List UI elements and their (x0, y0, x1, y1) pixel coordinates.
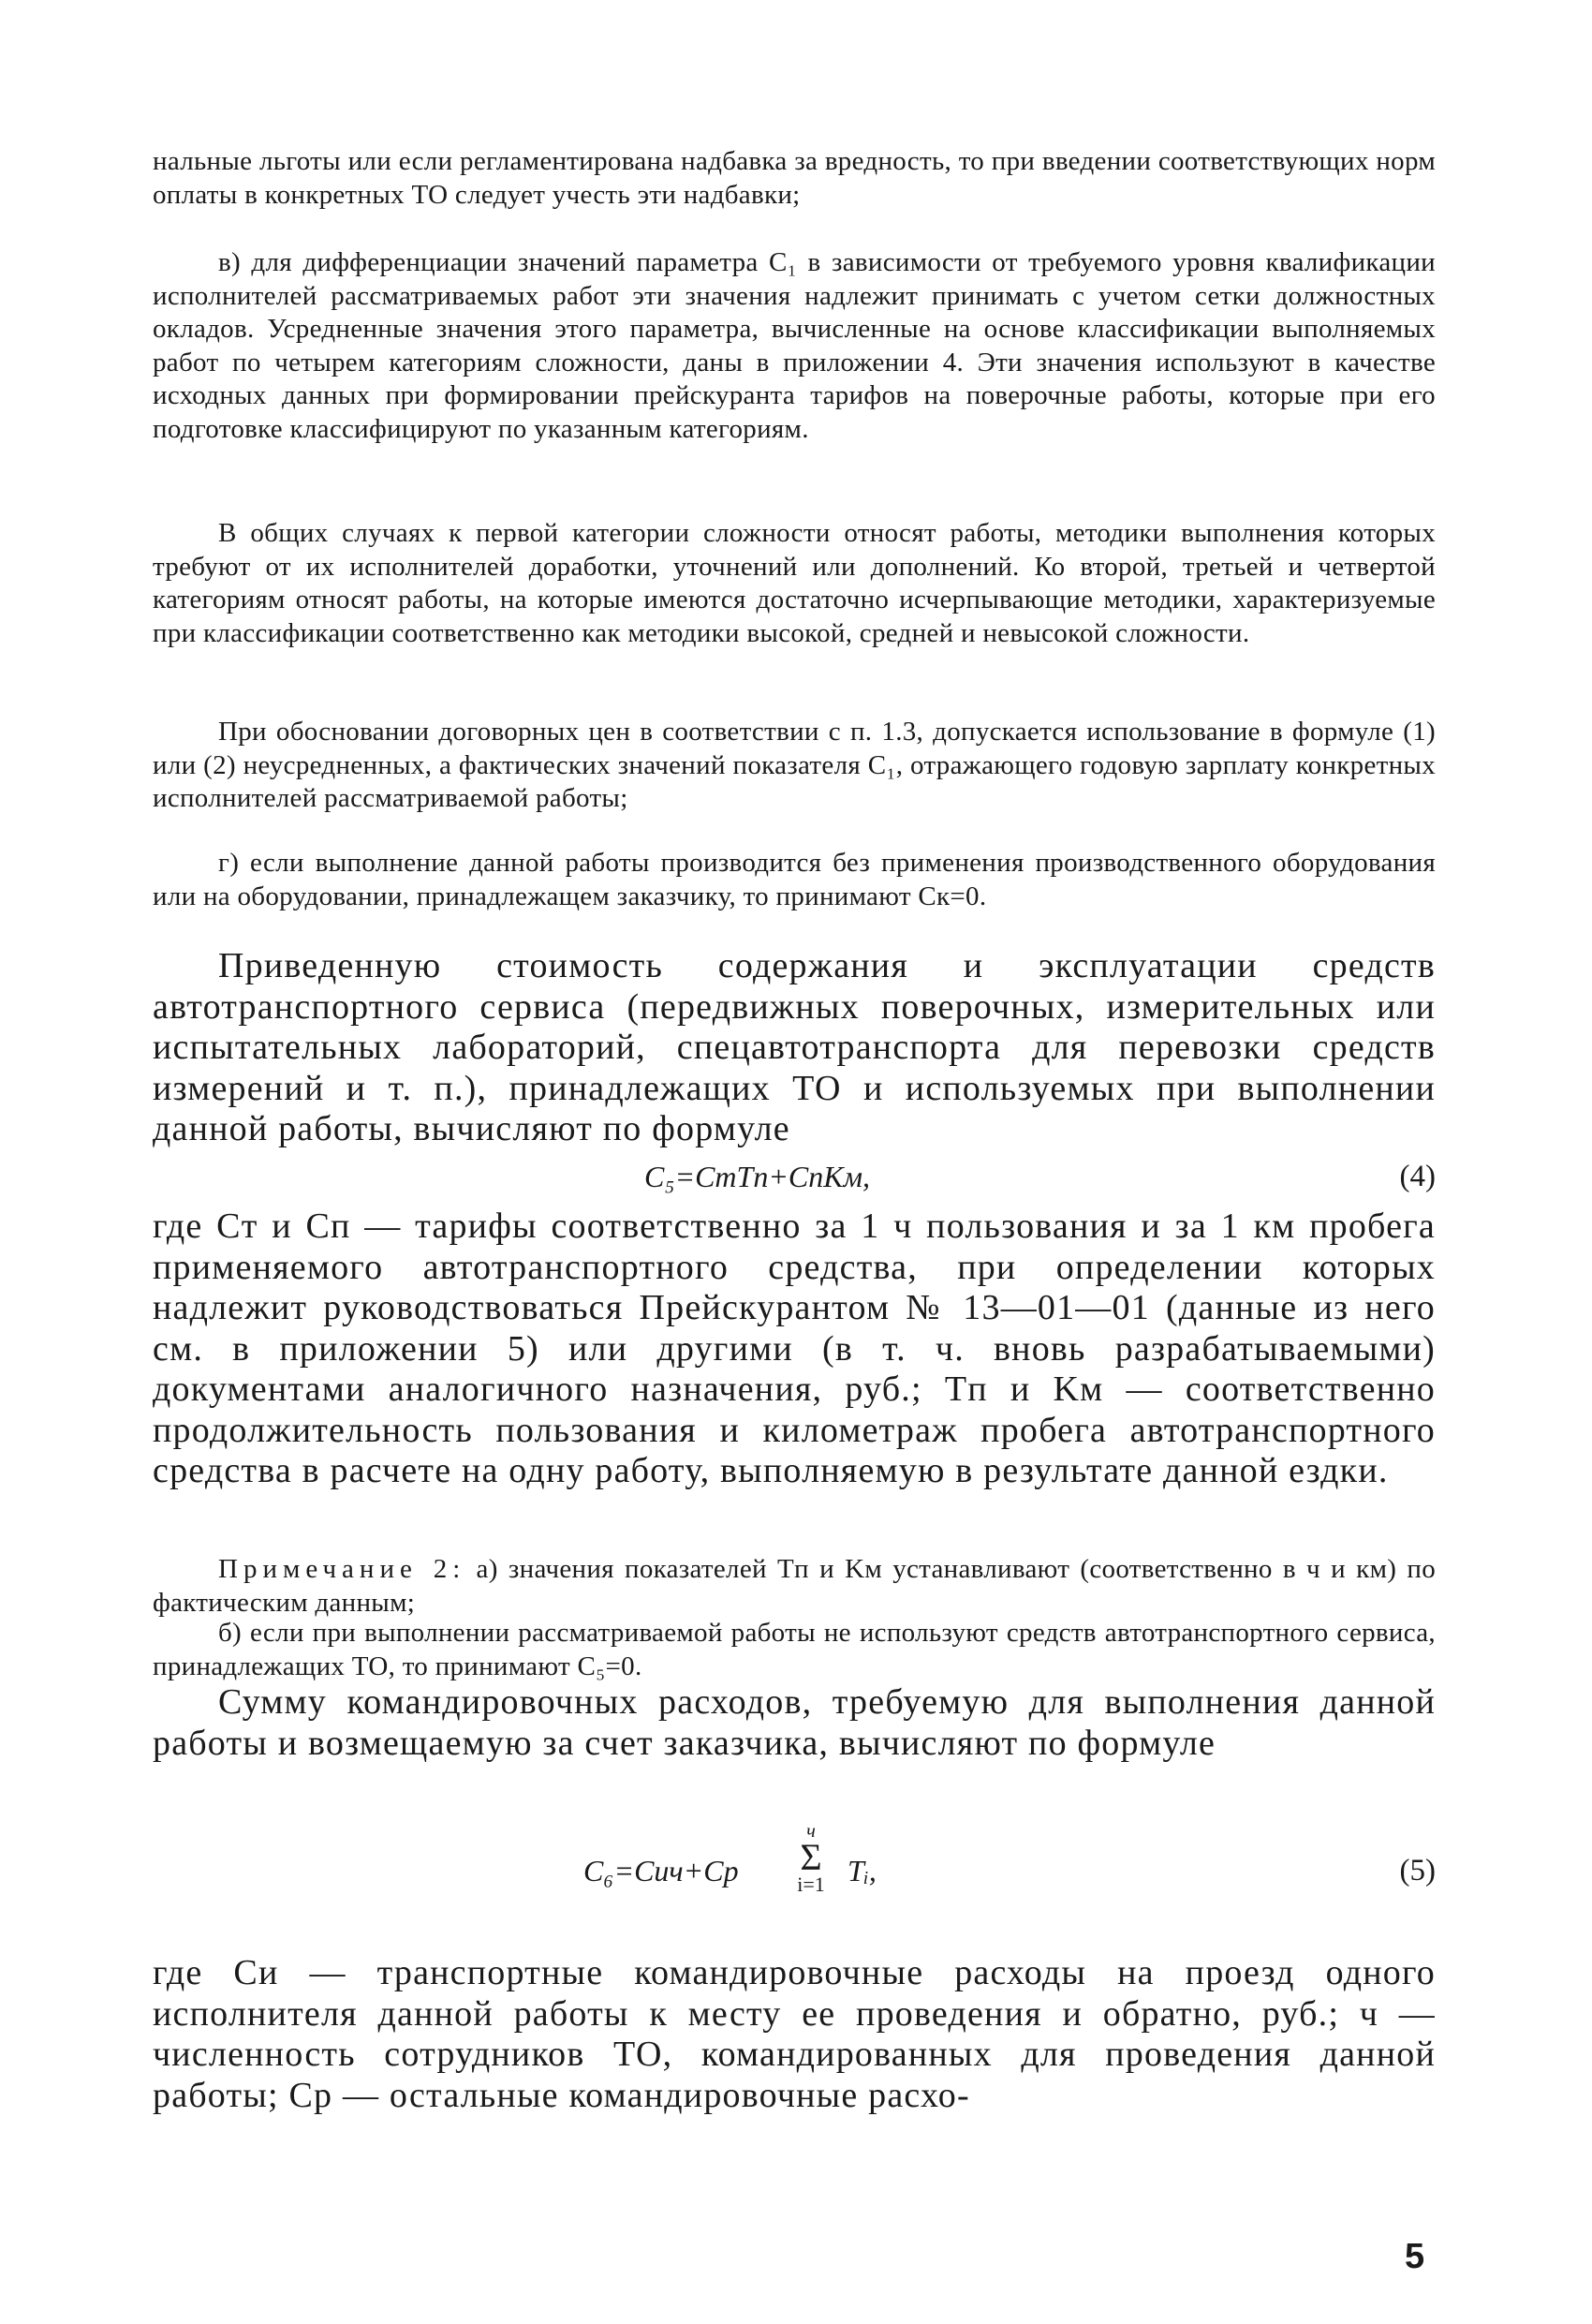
formula-4-number: (4) (1399, 1160, 1436, 1193)
note-2-label: Примечание 2: (218, 1554, 466, 1584)
formula-5-lhs: C₆=Cич+Cр (583, 1854, 739, 1887)
formula-5-term: Tᵢ, (848, 1854, 877, 1887)
paragraph-7: где Cт и Cп — тарифы соответственно за 1 ч пользования и за 1 км пробега применяемого автотранспортного средства, при определении которых надлежит руководствоваться Прейскурантом № 13—01—01 (данные из него см. в приложении 5) или другими (в т. ч. вновь разрабатываемыми) документами аналогичного назначения, руб.; Tп и Kм — соответственно продолжительность пользования и километраж пробега автотранспортного средства в расчете на одну работу, выполняемую в результате данной ездки. (153, 1206, 1436, 1490)
paragraph-5-item-g: г) если выполнение данной работы производится без применения производственного оборудования или на оборудовании, принадлежащем заказчику, то принимают Cк=0. (153, 848, 1436, 911)
note-2-item-b: б) если при выполнении рассматриваемой работы не используют средств автотранспортного сервиса, принадлежащих ТО, то принимают C₅=0. (153, 1618, 1436, 1681)
paragraph-2-item-v: в) для дифференциации значений параметра C₁ в зависимости от требуемого уровня квалификации исполнителей рассматриваемых работ эти значения надлежит принимать с учетом сетки должностных окладов. Усредненные значения этого параметра, вычисленные на основе классификации выполняемых работ по четырем категориям сложности, даны в приложении 4. Эти значения используют в качестве исходных данных при формировании прейскуранта тарифов на поверочные работы, которые при его подготовке классифицируют по указанным категориям. (153, 247, 1436, 444)
paragraph-6: Приведенную стоимость содержания и эксплуатации средств автотранспортного сервиса (передвижных поверочных, измерительных или испытательных лабораторий, спецавтотранспорта для перевозки средств измерений и т. п.), принадлежащих ТО и используемых при выполнении данной работы, вычисляют по формуле (153, 946, 1436, 1148)
sum-upper-limit: ч (806, 1821, 816, 1842)
formula-5-number: (5) (1399, 1854, 1436, 1887)
note-2 (153, 1553, 1436, 1620)
formula-4 (153, 1160, 1436, 1197)
paragraph-11: где Cи — транспортные командировочные расходы на проезд одного исполнителя данной работы к месту ее проведения и обратно, руб.; ч — численность сотрудников ТО, командированных для проведения данной работы; Cр — остальные командировочные расхо- (153, 1953, 1436, 2115)
summation-icon (792, 1822, 830, 1895)
page-number: 5 (1405, 2237, 1425, 2276)
paragraph-4: При обосновании договорных цен в соответствии с п. 1.3, допускается использование в формуле (1) или (2) неусредненных, а фактических значений показателя C₁, отражающего годовую зарплату конкретных исполнителей рассматриваемой работы; (153, 717, 1436, 813)
formula-5 (153, 1822, 1436, 1906)
sum-lower-limit: i=1 (797, 1873, 825, 1896)
paragraph-3: В общих случаях к первой категории сложности относят работы, методики выполнения которых требуют от их исполнителей доработки, уточнений или дополнений. Ко второй, третьей и четвертой категориям относят работы, на которые имеются достаточно исчерпывающие методики, характеризуемые при классификации соответственно как методики высокой, средней и невысокой сложности. (153, 518, 1436, 648)
paragraph-10: Сумму командировочных расходов, требуемую для выполнения данной работы и возмещаемую за счет заказчика, вычисляют по формуле (153, 1682, 1436, 1763)
paragraph-1: нальные льготы или если регламентирована надбавка за вредность, то при введении соответствующих норм оплаты в конкретных ТО следует учесть эти надбавки; (153, 146, 1436, 210)
note-2-text: а) значения показателей Tп и Kм устанавливают (соответственно в ч и км) по фактическим данным; (153, 1554, 1437, 1618)
formula-4-expression: C₅=CтTп+CпKм, (644, 1160, 871, 1193)
sum-symbol: Σ (800, 1836, 822, 1878)
